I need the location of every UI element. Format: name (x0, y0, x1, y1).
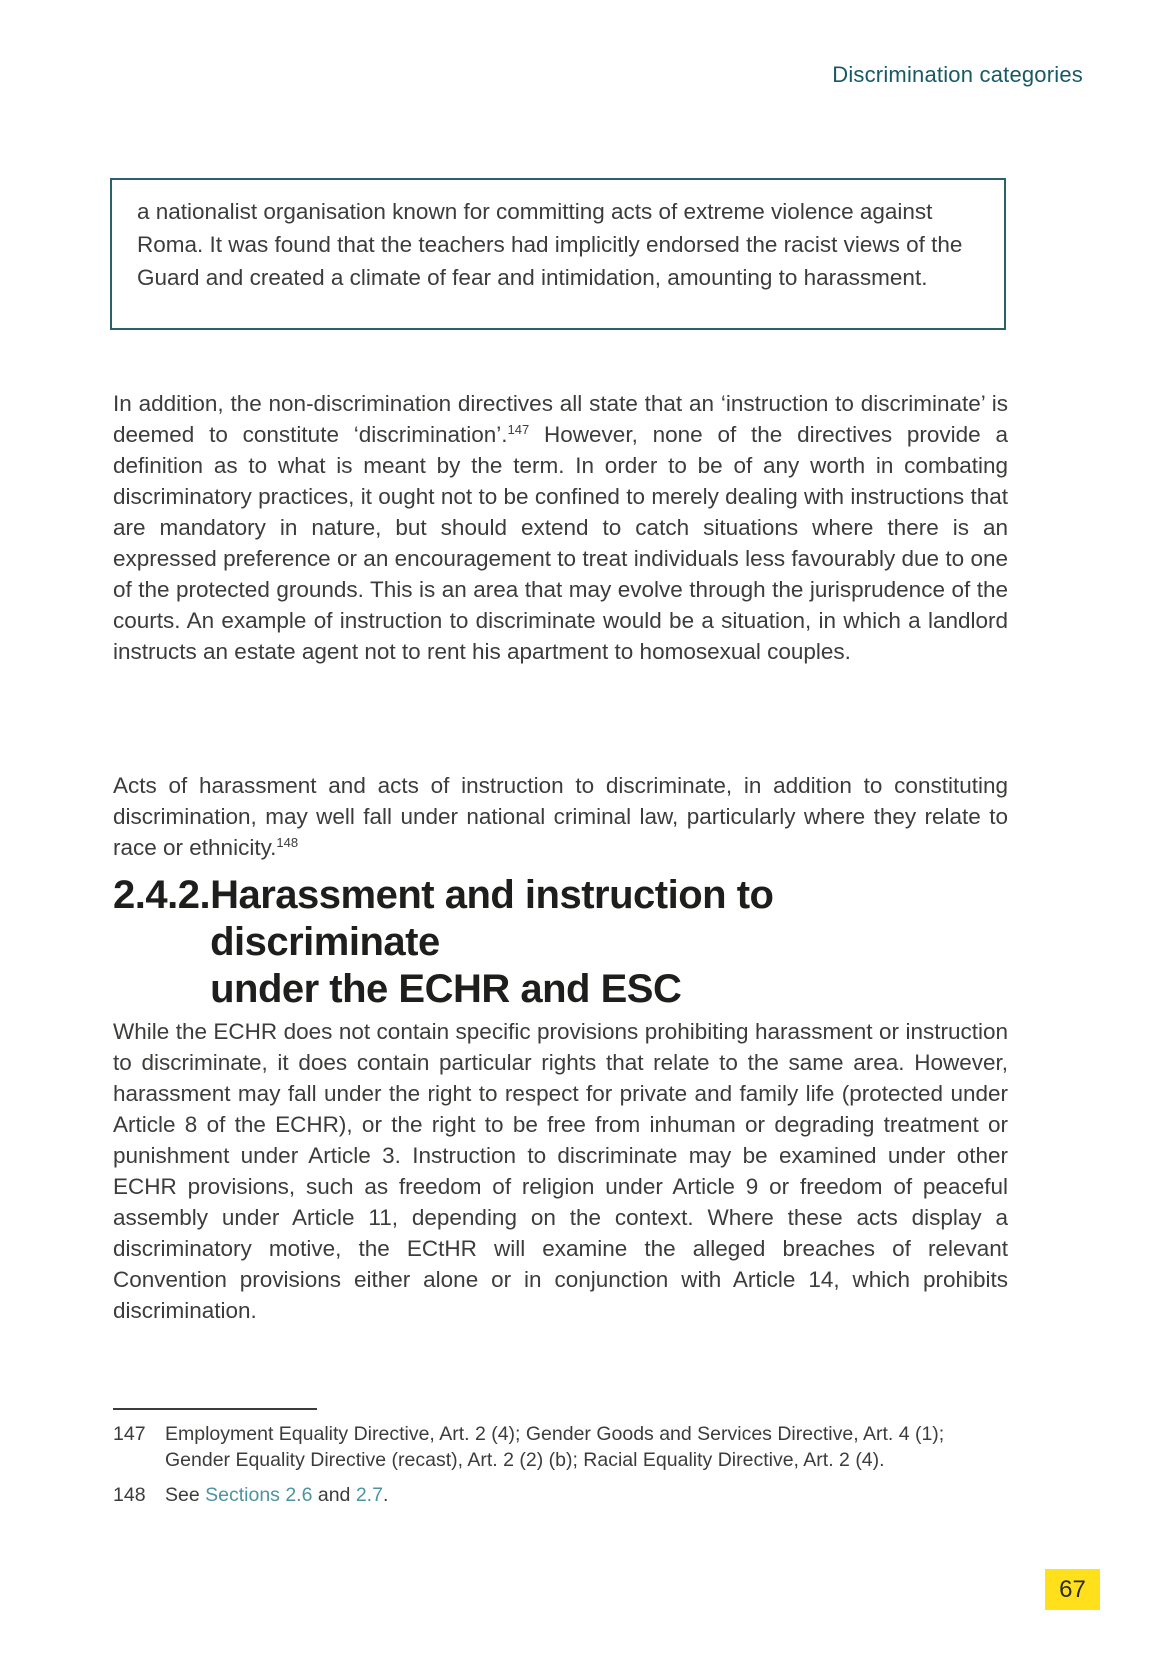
paragraph-acts-of-harassment (113, 770, 1008, 863)
section-heading-number: 2.4.2. (113, 873, 211, 917)
footnote-text-suffix: . (382, 1484, 389, 1506)
section-heading (113, 872, 1013, 1013)
page-number-badge (1045, 1569, 1100, 1610)
paragraph-echr-esc: While the ECHR does not contain specific provisions prohibiting harassment or instruction to discriminate, it does contain particular rights that relate to the same area. However, harassment may fall under the right to respect for private and family life (protected under Article 8 of the ECHR), or the right to be free from inhuman or degrading treatment or punishment under Article 3. Instruction to discriminate may be examined under other ECHR provisions, such as freedom of religion under Article 9 or freedom of peaceful assembly under Article 11, depending on the context. Where these acts display a discriminatory motive, the ECtHR will examine the alleged breaches of relevant Convention provisions either alone or in conjunction with Article 14, which prohibits discrimination. (113, 1018, 1008, 1323)
paragraph-instruction-to-discriminate (113, 388, 1008, 667)
section-heading-line2: under the ECHR and ESC (210, 967, 682, 1011)
footnote-link-2-7[interactable]: 2.7 (355, 1484, 383, 1506)
running-header: Discrimination categories (832, 62, 1083, 87)
footnote-147 (113, 1421, 1008, 1473)
footnote-text: Employment Equality Directive, Art. 2 (4); Gender Goods and Services Directive, Art. 4 (1); Gender Equality Directive (recast), Art. 2 (2) (b); Racial Equality Directive, Art. 2 (4). (165, 1423, 945, 1471)
footnote-link-sections-2-6[interactable]: Sections 2.6 (205, 1484, 313, 1506)
footnote-number: 148 (113, 1484, 146, 1506)
footnote-ref-148: 148 (276, 834, 299, 850)
case-box-text: a nationalist organisation known for committing acts of extreme violence against Roma. It was found that the teachers had implicitly endorsed the racist views of the Guard and created a climate of fear and intimidation, amounting to harassment. (137, 199, 963, 290)
footnote-text (165, 1482, 1008, 1508)
paragraph-text: Acts of harassment and acts of instruction to discriminate, in addition to constituting discrimination, may well fall under national criminal law, particularly where they relate to race or ethnicity. (113, 772, 1008, 860)
paragraph-text: In addition, the non-discrimination directives all state that an ‘instruction to discriminate’ is deemed to constitute ‘discrimination’. (113, 390, 1008, 447)
page-number: 67 (1059, 1575, 1086, 1603)
paragraph-text: However, none of the directives provide a definition as to what is meant by the term. In order to be of any worth in combating discriminatory practices, it ought not to be confined to merely dealing with instructions that are mandatory in nature, but should extend to catch situations where there is an expressed preference or an encouragement to treat individuals less favourably due to one of the protected grounds. This is an area that may evolve through the jurisprudence of the courts. An example of instruction to discriminate would be a situation, in which a landlord instructs an estate agent not to rent his apartment to homosexual couples. (113, 421, 1008, 664)
footnote-148 (113, 1482, 1008, 1508)
footnote-rule (113, 1408, 317, 1410)
case-box (110, 178, 1006, 330)
footnotes-section (113, 1408, 1008, 1517)
footnote-ref-147: 147 (507, 421, 530, 437)
section-heading-line1: Harassment and instruction to discriminate (210, 873, 774, 964)
footnote-text-middle: and (312, 1484, 356, 1506)
footnote-number: 147 (113, 1423, 146, 1445)
footnote-text-prefix: See (165, 1484, 206, 1506)
section-heading-title (210, 872, 1013, 1013)
